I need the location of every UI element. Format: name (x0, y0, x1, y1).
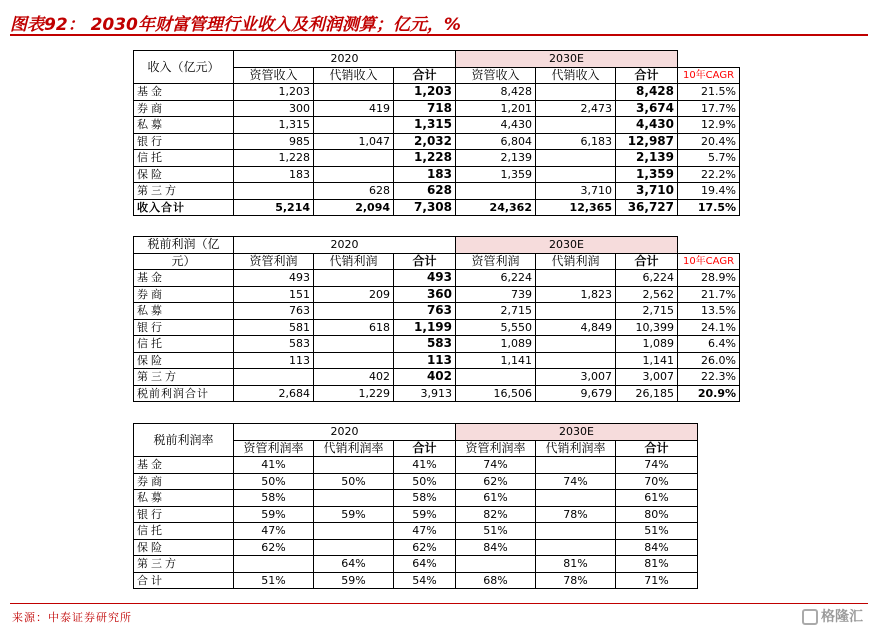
table-cell: 3,007 (536, 369, 616, 386)
table-cell: 628 (394, 183, 456, 200)
revenue-col-am-2020: 资管收入 (234, 67, 314, 84)
profit-col-dist-2030: 代销利润 (536, 253, 616, 270)
revenue-col-total-2020: 合计 (394, 67, 456, 84)
table-row (134, 286, 740, 303)
table-cell: 2,715 (456, 303, 536, 320)
margin-year-2030e: 2030E (456, 424, 698, 441)
table-cell: 985 (234, 133, 314, 150)
table-row (134, 303, 740, 320)
table-cell: 5,550 (456, 319, 536, 336)
table-cell: 1,359 (456, 166, 536, 183)
table-cell: 1,089 (456, 336, 536, 353)
table-row (134, 385, 740, 402)
table-cell: 26.0% (678, 352, 740, 369)
table-cell: 1,315 (394, 117, 456, 134)
margin-col-am-2020: 资管利润率 (234, 440, 314, 457)
profit-col-dist-2020: 代销利润 (314, 253, 394, 270)
table-cell: 78% (536, 572, 616, 589)
margin-col-total-2030: 合计 (616, 440, 698, 457)
table-cell (536, 84, 616, 101)
table-cell (234, 183, 314, 200)
profit-table (133, 236, 740, 402)
table-cell: 1,203 (394, 84, 456, 101)
table-cell: 82% (456, 506, 536, 523)
table-row (134, 150, 740, 167)
table-row (134, 506, 698, 523)
table-cell: 718 (394, 100, 456, 117)
table-cell (536, 352, 616, 369)
table-cell: 1,823 (536, 286, 616, 303)
table-cell: 583 (394, 336, 456, 353)
table-cell: 51% (234, 572, 314, 589)
table-row (134, 473, 698, 490)
table-cell: 1,228 (234, 150, 314, 167)
table-cell: 1,228 (394, 150, 456, 167)
row-label: 银行 (134, 506, 234, 523)
table-cell: 2,473 (536, 100, 616, 117)
table-cell: 8,428 (616, 84, 678, 101)
table-cell: 5.7% (678, 150, 740, 167)
table-row (134, 100, 740, 117)
title-bar (10, 8, 868, 36)
revenue-col-dist-2020: 代销收入 (314, 67, 394, 84)
table-cell: 58% (234, 490, 314, 507)
row-label: 券商 (134, 473, 234, 490)
profit-col-total-2020: 合计 (394, 253, 456, 270)
row-label: 信托 (134, 336, 234, 353)
table-cell: 1,141 (616, 352, 678, 369)
table-cell: 59% (234, 506, 314, 523)
table-cell: 51% (616, 523, 698, 540)
table-row (134, 84, 740, 101)
table-cell: 419 (314, 100, 394, 117)
table-cell: 2,562 (616, 286, 678, 303)
table-cell: 20.9% (678, 385, 740, 402)
table-cell (314, 457, 394, 474)
table-cell: 1,203 (234, 84, 314, 101)
margin-col-am-2030: 资管利润率 (456, 440, 536, 457)
table-cell: 71% (616, 572, 698, 589)
table-cell (314, 150, 394, 167)
table-cell (536, 539, 616, 556)
row-label: 私募 (134, 303, 234, 320)
profit-col-cagr: 10年CAGR (678, 253, 740, 270)
table-row (134, 336, 740, 353)
table-cell (314, 336, 394, 353)
table-cell: 5,214 (234, 199, 314, 216)
table-cell: 6,224 (616, 270, 678, 287)
table-cell: 3,007 (616, 369, 678, 386)
row-label: 第三方 (134, 369, 234, 386)
table-cell: 113 (234, 352, 314, 369)
table-cell: 9,679 (536, 385, 616, 402)
table-cell (456, 183, 536, 200)
table-cell: 8,428 (456, 84, 536, 101)
watermark-logo (802, 606, 863, 626)
table-cell: 17.7% (678, 100, 740, 117)
row-label: 基金 (134, 457, 234, 474)
table-cell: 64% (314, 556, 394, 573)
table-cell: 62% (456, 473, 536, 490)
margin-table (133, 423, 698, 589)
table-cell: 47% (234, 523, 314, 540)
table-cell: 3,710 (616, 183, 678, 200)
table-cell: 13.5% (678, 303, 740, 320)
profit-year-2030e: 2030E (456, 237, 678, 254)
row-label: 保险 (134, 539, 234, 556)
table-cell: 4,430 (616, 117, 678, 134)
row-label: 券商 (134, 286, 234, 303)
table-row (134, 352, 740, 369)
margin-col-dist-2030: 代销利润率 (536, 440, 616, 457)
table-cell (536, 490, 616, 507)
table-cell: 84% (456, 539, 536, 556)
table-row (134, 457, 698, 474)
table-cell: 20.4% (678, 133, 740, 150)
margin-corner-header: 税前利润率 (134, 424, 234, 457)
table-cell: 2,684 (234, 385, 314, 402)
table-cell: 59% (394, 506, 456, 523)
table-cell: 3,913 (394, 385, 456, 402)
profit-year-2020: 2020 (234, 237, 456, 254)
table-cell: 64% (394, 556, 456, 573)
table-cell: 628 (314, 183, 394, 200)
table-cell: 54% (394, 572, 456, 589)
table-cell: 74% (536, 473, 616, 490)
table-cell (536, 270, 616, 287)
table-cell (234, 556, 314, 573)
table-cell: 74% (616, 457, 698, 474)
table-cell: 7,308 (394, 199, 456, 216)
table-cell: 583 (234, 336, 314, 353)
table-cell: 61% (456, 490, 536, 507)
table-cell (536, 303, 616, 320)
figure-title: 图表92： 2030年财富管理行业收入及利润测算；亿元，% (10, 15, 461, 35)
table-cell: 22.2% (678, 166, 740, 183)
table-cell: 21.5% (678, 84, 740, 101)
table-cell: 59% (314, 572, 394, 589)
table-cell: 80% (616, 506, 698, 523)
table-cell: 2,094 (314, 199, 394, 216)
table-cell: 493 (394, 270, 456, 287)
table-cell: 2,715 (616, 303, 678, 320)
table-cell: 26,185 (616, 385, 678, 402)
table-cell (456, 556, 536, 573)
table-cell: 58% (394, 490, 456, 507)
table-cell (536, 166, 616, 183)
table-row (134, 117, 740, 134)
row-label: 银行 (134, 133, 234, 150)
row-label: 保险 (134, 352, 234, 369)
table-cell: 17.5% (678, 199, 740, 216)
table-cell: 4,849 (536, 319, 616, 336)
table-row (134, 183, 740, 200)
row-label: 信托 (134, 523, 234, 540)
row-label: 税前利润合计 (134, 385, 234, 402)
table-cell: 68% (456, 572, 536, 589)
table-cell: 1,201 (456, 100, 536, 117)
table-cell: 24.1% (678, 319, 740, 336)
table-cell: 24,362 (456, 199, 536, 216)
table-cell: 618 (314, 319, 394, 336)
table-row (134, 133, 740, 150)
table-cell: 581 (234, 319, 314, 336)
table-cell: 28.9% (678, 270, 740, 287)
row-label: 基金 (134, 84, 234, 101)
table-cell: 51% (456, 523, 536, 540)
table-cell: 59% (314, 506, 394, 523)
table-cell: 151 (234, 286, 314, 303)
table-cell (536, 117, 616, 134)
table-cell (314, 84, 394, 101)
table-cell: 402 (394, 369, 456, 386)
table-cell: 183 (234, 166, 314, 183)
revenue-col-dist-2030: 代销收入 (536, 67, 616, 84)
table-cell: 6,183 (536, 133, 616, 150)
table-cell: 50% (234, 473, 314, 490)
table-row (134, 319, 740, 336)
table-row (134, 270, 740, 287)
table-cell (314, 539, 394, 556)
table-cell: 763 (234, 303, 314, 320)
revenue-year-2030e: 2030E (456, 51, 678, 68)
table-row (134, 572, 698, 589)
table-cell: 16,506 (456, 385, 536, 402)
profit-corner-header: 税前利润（亿 (134, 237, 234, 254)
table-cell (314, 303, 394, 320)
row-label: 基金 (134, 270, 234, 287)
table-row (134, 369, 740, 386)
table-cell: 6,804 (456, 133, 536, 150)
table-cell: 113 (394, 352, 456, 369)
row-label: 第三方 (134, 183, 234, 200)
table-cell: 36,727 (616, 199, 678, 216)
table-cell: 4,430 (456, 117, 536, 134)
row-label: 收入合计 (134, 199, 234, 216)
row-label: 信托 (134, 150, 234, 167)
table-cell (536, 150, 616, 167)
row-label: 第三方 (134, 556, 234, 573)
table-cell: 2,139 (616, 150, 678, 167)
table-cell: 22.3% (678, 369, 740, 386)
table-cell: 1,199 (394, 319, 456, 336)
profit-col-am-2030: 资管利润 (456, 253, 536, 270)
table-cell (536, 523, 616, 540)
table-cell: 1,047 (314, 133, 394, 150)
table-row (134, 166, 740, 183)
table-row (134, 490, 698, 507)
row-label: 保险 (134, 166, 234, 183)
table-cell: 360 (394, 286, 456, 303)
table-cell: 402 (314, 369, 394, 386)
profit-col-am-2020: 资管利润 (234, 253, 314, 270)
margin-year-2020: 2020 (234, 424, 456, 441)
table-cell: 1,229 (314, 385, 394, 402)
revenue-col-am-2030: 资管收入 (456, 67, 536, 84)
table-cell: 50% (394, 473, 456, 490)
table-cell: 78% (536, 506, 616, 523)
table-cell (536, 336, 616, 353)
table-row (134, 523, 698, 540)
table-cell: 493 (234, 270, 314, 287)
table-cell: 50% (314, 473, 394, 490)
table-cell (536, 457, 616, 474)
logo-icon (802, 609, 818, 625)
table-cell (456, 369, 536, 386)
source-note: 来源：中泰证券研究所 (12, 611, 132, 624)
table-cell: 300 (234, 100, 314, 117)
revenue-col-total-2030: 合计 (616, 67, 678, 84)
table-cell: 84% (616, 539, 698, 556)
table-cell: 6.4% (678, 336, 740, 353)
table-cell: 10,399 (616, 319, 678, 336)
table-cell (234, 369, 314, 386)
profit-col-total-2030: 合计 (616, 253, 678, 270)
row-label: 券商 (134, 100, 234, 117)
table-row (134, 539, 698, 556)
table-cell: 183 (394, 166, 456, 183)
row-label: 银行 (134, 319, 234, 336)
revenue-table (133, 50, 740, 216)
margin-col-dist-2020: 代销利润率 (314, 440, 394, 457)
table-cell: 1,141 (456, 352, 536, 369)
row-label: 私募 (134, 490, 234, 507)
table-cell: 3,674 (616, 100, 678, 117)
table-cell: 739 (456, 286, 536, 303)
profit-corner-header-line2: 元） (134, 253, 234, 270)
table-cell: 81% (616, 556, 698, 573)
table-cell: 1,089 (616, 336, 678, 353)
table-cell: 2,032 (394, 133, 456, 150)
revenue-col-cagr: 10年CAGR (678, 67, 740, 84)
row-label: 合计 (134, 572, 234, 589)
table-cell: 21.7% (678, 286, 740, 303)
table-cell: 209 (314, 286, 394, 303)
revenue-year-2020: 2020 (234, 51, 456, 68)
table-cell (314, 270, 394, 287)
table-cell: 763 (394, 303, 456, 320)
table-cell: 62% (234, 539, 314, 556)
table-cell: 12.9% (678, 117, 740, 134)
table-cell: 61% (616, 490, 698, 507)
revenue-corner-header: 收入（亿元） (134, 51, 234, 84)
table-cell: 41% (394, 457, 456, 474)
table-row (134, 199, 740, 216)
table-cell (314, 490, 394, 507)
table-cell (314, 166, 394, 183)
table-cell: 74% (456, 457, 536, 474)
row-label: 私募 (134, 117, 234, 134)
logo-text: 格隆汇 (821, 609, 863, 625)
table-cell: 1,359 (616, 166, 678, 183)
table-cell (314, 117, 394, 134)
table-cell: 12,365 (536, 199, 616, 216)
table-row (134, 556, 698, 573)
table-cell: 47% (394, 523, 456, 540)
table-cell: 12,987 (616, 133, 678, 150)
table-cell: 81% (536, 556, 616, 573)
table-cell: 1,315 (234, 117, 314, 134)
table-cell (314, 523, 394, 540)
footer-divider (10, 603, 868, 604)
table-cell: 19.4% (678, 183, 740, 200)
table-cell: 3,710 (536, 183, 616, 200)
margin-col-total-2020: 合计 (394, 440, 456, 457)
table-cell: 62% (394, 539, 456, 556)
table-cell: 6,224 (456, 270, 536, 287)
table-cell: 70% (616, 473, 698, 490)
table-cell: 41% (234, 457, 314, 474)
table-cell (314, 352, 394, 369)
table-cell: 2,139 (456, 150, 536, 167)
